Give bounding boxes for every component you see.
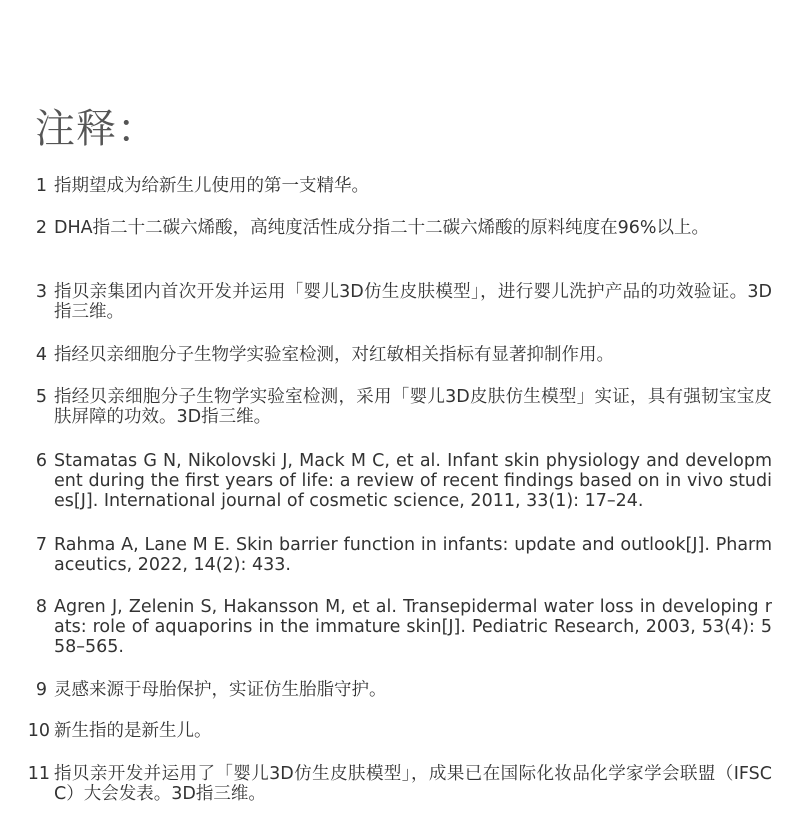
note-number: 10 [27,721,50,741]
note-text: Agren J, Zelenin S, Hakansson M, et al. Transepidermal water loss in developing rats: role of aquaporins in the immature skin[J]. Pediatric Research, 2003, 53(4): 558–565. [54,597,772,657]
page-title: 注释： [35,106,158,152]
note-number: 5 [35,387,47,407]
note-text: 指贝亲集团内首次开发并运用「婴儿3D仿生皮肤模型」，进行婴儿洗护产品的功效验证。3D指三维。 [54,282,772,322]
note-number: 3 [35,282,47,302]
note-number: 1 [35,176,47,196]
note-text: 新生指的是新生儿。 [54,721,212,741]
note-text: 灵感来源于母胎保护，实证仿生胎脂守护。 [54,680,387,700]
note-number: 7 [35,535,47,555]
note-text: Stamatas G N, Nikolovski J, Mack M C, et al. Infant skin physiology and development during the first years of life: a review of recent findings based on in vivo studies[J]. International journal of cosmetic science, 2011, 33(1): 17–24. [54,451,772,511]
note-text: DHA指二十二碳六烯酸，高纯度活性成分指二十二碳六烯酸的原料纯度在96%以上。 [54,218,709,238]
note-text: 指期望成为给新生儿使用的第一支精华。 [54,176,369,196]
note-number: 8 [35,597,47,617]
note-text: 指贝亲开发并运用了「婴儿3D仿生皮肤模型」，成果已在国际化妆品化学家学会联盟（IFSCC）大会发表。3D指三维。 [54,764,772,804]
note-text: 指经贝亲细胞分子生物学实验室检测，对红敏相关指标有显著抑制作用。 [54,345,614,365]
note-text: Rahma A, Lane M E. Skin barrier function in infants: update and outlook[J]. Pharmaceutics, 2022, 14(2): 433. [54,535,772,575]
note-number: 6 [35,451,47,471]
note-number: 4 [35,345,47,365]
note-number: 11 [27,764,50,784]
note-number: 9 [35,680,47,700]
note-number: 2 [35,218,47,238]
note-text: 指经贝亲细胞分子生物学实验室检测，采用「婴儿3D皮肤仿生模型」实证，具有强韧宝宝皮肤屏障的功效。3D指三维。 [54,387,772,427]
